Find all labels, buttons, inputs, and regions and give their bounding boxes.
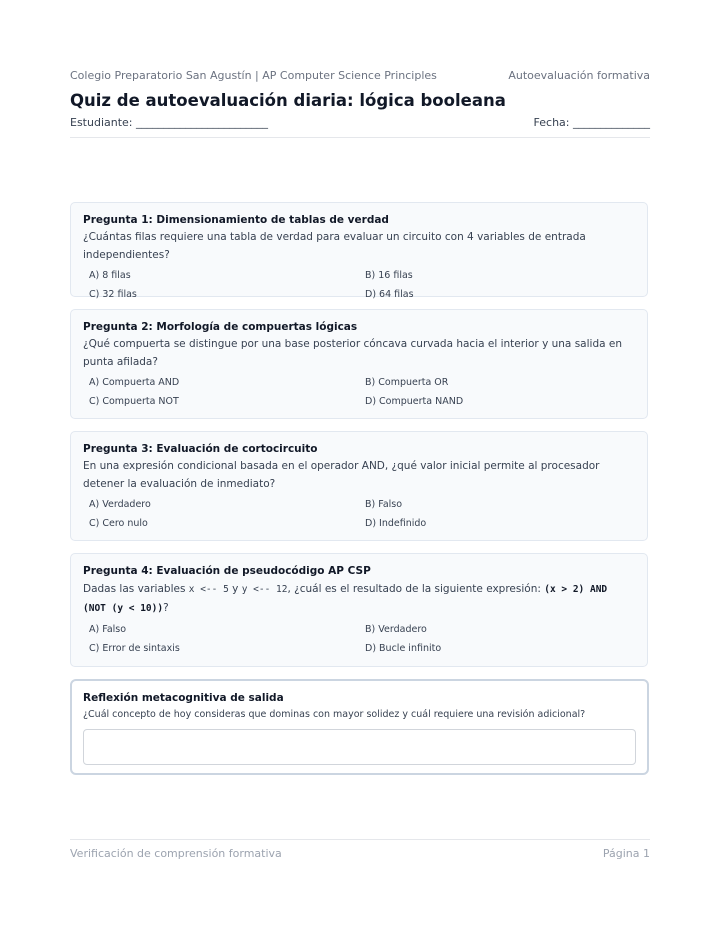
document-type-label: Autoevaluación formativa: [508, 69, 650, 82]
code-expression: (x > 2) AND (NOT (y < 10)): [83, 584, 608, 614]
school-course-label: Colegio Preparatorio San Agustín | AP Computer Science Principles: [70, 69, 437, 82]
question-text: ¿Cuántas filas requiere una tabla de verdad para evaluar un circuito con 4 variables de entrada independientes?: [83, 231, 586, 261]
answer-option-c[interactable]: C) Cero nulo: [89, 518, 148, 529]
student-date-row: [70, 116, 650, 129]
question-title: Pregunta 3: Evaluación de cortocircuito: [83, 443, 318, 455]
question-title: Pregunta 2: Morfología de compuertas lógicas: [83, 321, 358, 333]
question-text-part: Dadas las variables: [83, 583, 189, 595]
answer-options: [83, 622, 635, 656]
page-number: Página 1: [602, 847, 650, 860]
reflection-title: Reflexión metacognitiva de salida: [83, 692, 284, 704]
reflection-card: [70, 679, 649, 775]
answer-option-b[interactable]: B) Verdadero: [365, 624, 427, 635]
question-card-3: [70, 431, 648, 541]
answer-option-d[interactable]: D) Bucle infinito: [365, 643, 442, 654]
header-divider: [70, 137, 650, 138]
footer: [70, 847, 650, 860]
footer-label: Verificación de comprensión formativa: [70, 847, 282, 860]
header-top-row: [70, 69, 650, 82]
question-card-1: [70, 202, 648, 300]
answer-options: [83, 268, 635, 302]
answer-option-d[interactable]: D) 64 filas: [365, 289, 414, 300]
answer-option-b[interactable]: B) 16 filas: [365, 270, 413, 281]
student-name-field: Estudiante: ________________________: [70, 116, 268, 129]
code-snippet-x: x <-- 5: [188, 584, 229, 595]
footer-divider: [70, 839, 650, 840]
question-text: En una expresión condicional basada en el operador AND, ¿qué valor inicial permite al procesador detener la evaluación de inmediato?: [83, 460, 600, 490]
answer-option-a[interactable]: A) 8 filas: [89, 270, 131, 281]
answer-option-a[interactable]: A) Verdadero: [89, 499, 151, 510]
answer-option-c[interactable]: C) Error de sintaxis: [89, 643, 180, 654]
reflection-answer-box[interactable]: [83, 729, 636, 765]
answer-options: [83, 497, 635, 531]
answer-option-d[interactable]: D) Compuerta NAND: [365, 396, 464, 407]
answer-option-a[interactable]: A) Compuerta AND: [89, 377, 180, 388]
question-card-2: [70, 309, 648, 419]
code-snippet-y: y <-- 12: [241, 584, 288, 595]
answer-option-a[interactable]: A) Falso: [89, 624, 127, 635]
question-text-part: ?: [163, 602, 169, 614]
date-field: Fecha: ______________: [533, 116, 650, 129]
question-text-part: y: [228, 583, 242, 595]
question-text: [83, 580, 635, 618]
answer-option-d[interactable]: D) Indefinido: [365, 518, 427, 529]
question-card-4: [70, 553, 648, 667]
question-title: Pregunta 1: Dimensionamiento de tablas de verdad: [83, 214, 389, 226]
answer-option-c[interactable]: C) 32 filas: [89, 289, 137, 300]
answer-option-b[interactable]: B) Falso: [365, 499, 403, 510]
answer-option-b[interactable]: B) Compuerta OR: [365, 377, 449, 388]
page-title: Quiz de autoevaluación diaria: lógica booleana: [70, 91, 506, 110]
question-title: Pregunta 4: Evaluación de pseudocódigo AP CSP: [83, 565, 371, 577]
answer-options: [83, 375, 635, 409]
reflection-prompt: ¿Cuál concepto de hoy consideras que dominas con mayor solidez y cuál requiere una revisión adicional?: [83, 709, 586, 720]
question-text-part: , ¿cuál es el resultado de la siguiente expresión:: [287, 583, 545, 595]
question-text: ¿Qué compuerta se distingue por una base posterior cóncava curvada hacia el interior y una salida en punta afilada?: [83, 338, 622, 368]
answer-option-c[interactable]: C) Compuerta NOT: [89, 396, 179, 407]
